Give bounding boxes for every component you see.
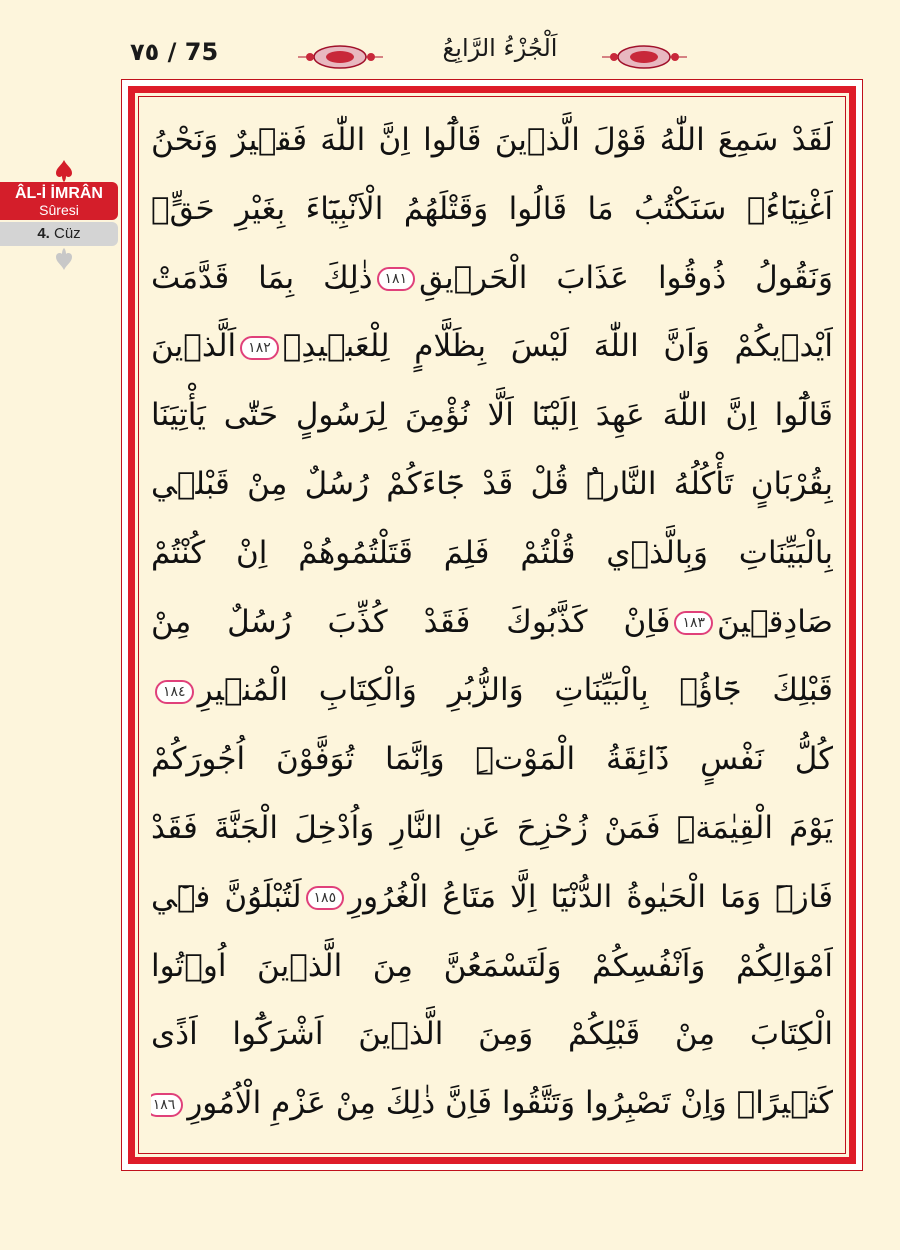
verse-text: وَنَقُولُ ذُوقُوا عَذَابَ الْحَر۪يقِ	[419, 259, 833, 296]
ayah-number-marker: ١٨٢	[240, 336, 279, 360]
verse-text: يَوْمَ الْقِيٰمَةِۜ فَمَنْ زُحْزِحَ عَنِ النَّارِ وَاُدْخِلَ الْجَنَّةَ فَقَدْ	[151, 809, 833, 846]
page-header	[120, 30, 862, 80]
verse-text: فَازَۜ وَمَا الْحَيٰوةُ الدُّنْيَٓا اِلَّا مَتَاعُ الْغُرُورِ	[348, 878, 833, 915]
juz-label: Cüz	[54, 225, 81, 242]
ayah-number-marker: ١٨٤	[155, 680, 194, 704]
verse-text-continued: ذٰلِكَ بِمَا قَدَّمَتْ	[151, 259, 373, 296]
surah-sub: Sûresi	[39, 202, 79, 218]
verse-line	[151, 725, 833, 794]
verse-text: الْكِتَابَ مِنْ قَبْلِكُمْ وَمِنَ الَّذ۪ينَ اَشْرَكُٓوا اَذًى	[151, 1016, 833, 1053]
header-ornament-right	[602, 40, 687, 74]
verse-text: اَيْد۪يكُمْ وَاَنَّ اللّٰهَ لَيْسَ بِظَلَّامٍ لِلْعَب۪يدِۚ	[282, 328, 833, 365]
juz-title: اَلْجُزْءُ الرَّابِعُ	[442, 34, 558, 62]
verse-line	[151, 381, 833, 450]
header-ornament-left	[298, 40, 383, 74]
verse-line	[151, 175, 833, 244]
verse-line	[151, 1000, 833, 1069]
verse-text: قَالُٓوا اِنَّ اللّٰهَ عَهِدَ اِلَيْنَٓا اَلَّا نُؤْمِنَ لِرَسُولٍ حَتّٰى يَأْتِيَنَا	[151, 397, 833, 434]
surah-name-badge	[0, 182, 118, 220]
verse-line	[151, 588, 833, 657]
verse-text-continued: فَاِنْ كَذَّبُوكَ فَقَدْ كُذِّبَ رُسُلٌ مِنْ	[151, 603, 671, 640]
verse-line	[151, 932, 833, 1001]
verse-line	[151, 106, 833, 175]
juz-number: 4.	[37, 225, 50, 242]
verse-text: اَمْوَالِكُمْ وَاَنْفُسِكُمْ وَلَتَسْمَعُنَّ مِنَ الَّذ۪ينَ اُو۫تُوا	[151, 947, 833, 984]
juz-badge	[0, 222, 118, 246]
page-number: ٧٥ / 75	[130, 38, 219, 66]
ayah-number-marker: ١٨٣	[674, 611, 713, 635]
ayah-number-marker: ١٨٦	[151, 1093, 183, 1117]
verse-text: بِقُرْبَانٍ تَأْكُلُهُ النَّارُۜ قُلْ قَدْ جَٓاءَكُمْ رُسُلٌ مِنْ قَبْل۪ي	[151, 465, 833, 502]
verse-text-continued: اَلَّذ۪ينَ	[151, 328, 237, 365]
verse-text: بِالْبَيِّنَاتِ وَبِالَّذ۪ي قُلْتُمْ فَلِمَ قَتَلْتُمُوهُمْ اِنْ كُنْتُمْ	[151, 534, 833, 571]
verse-text: اَغْنِيَٓاءُۢ سَنَكْتُبُ مَا قَالُوا وَقَتْلَهُمُ الْاَنْبِيَٓاءَ بِغَيْرِ حَقٍّۙ	[151, 190, 833, 227]
verse-text: لَقَدْ سَمِعَ اللّٰهُ قَوْلَ الَّذ۪ينَ قَالُٓوا اِنَّ اللّٰهَ فَق۪يرٌ وَنَحْنُ	[151, 122, 833, 158]
verse-line	[151, 863, 833, 932]
verse-text-continued: لَتُبْلَوُنَّ ف۪ٓي	[151, 878, 302, 915]
surah-name: ÂL-İ İMRÂN	[15, 185, 103, 202]
verse-text: كَث۪يرًاۜ وَاِنْ تَصْبِرُوا وَتَتَّقُوا فَاِنَّ ذٰلِكَ مِنْ عَزْمِ الْاُمُورِ	[187, 1085, 833, 1122]
verse-line	[151, 312, 833, 381]
verse-line	[151, 656, 833, 725]
verse-text: كُلُّ نَفْسٍ ذَٓائِقَةُ الْمَوْتِۜ وَاِنَّمَا تُوَفَّوْنَ اُجُورَكُمْ	[151, 741, 833, 778]
verse-text: قَبْلِكَ جَٓاؤُ۫ بِالْبَيِّنَاتِ وَالزُّبُرِ وَالْكِتَابِ الْمُن۪يرِ	[197, 672, 833, 709]
page-frame	[121, 79, 863, 1171]
verse-line	[151, 519, 833, 588]
verse-line	[151, 794, 833, 863]
fleur-bottom-icon	[54, 248, 74, 270]
verse-text: صَادِق۪ينَ	[717, 603, 833, 640]
verse-line	[151, 450, 833, 519]
verse-line	[151, 244, 833, 313]
frame-border	[128, 86, 856, 1164]
ayah-number-marker: ١٨١	[377, 267, 416, 291]
fleur-icon	[54, 160, 74, 182]
verse-line	[151, 1069, 833, 1138]
ayah-number-marker: ١٨٥	[306, 886, 345, 910]
verse-area	[151, 106, 833, 1138]
